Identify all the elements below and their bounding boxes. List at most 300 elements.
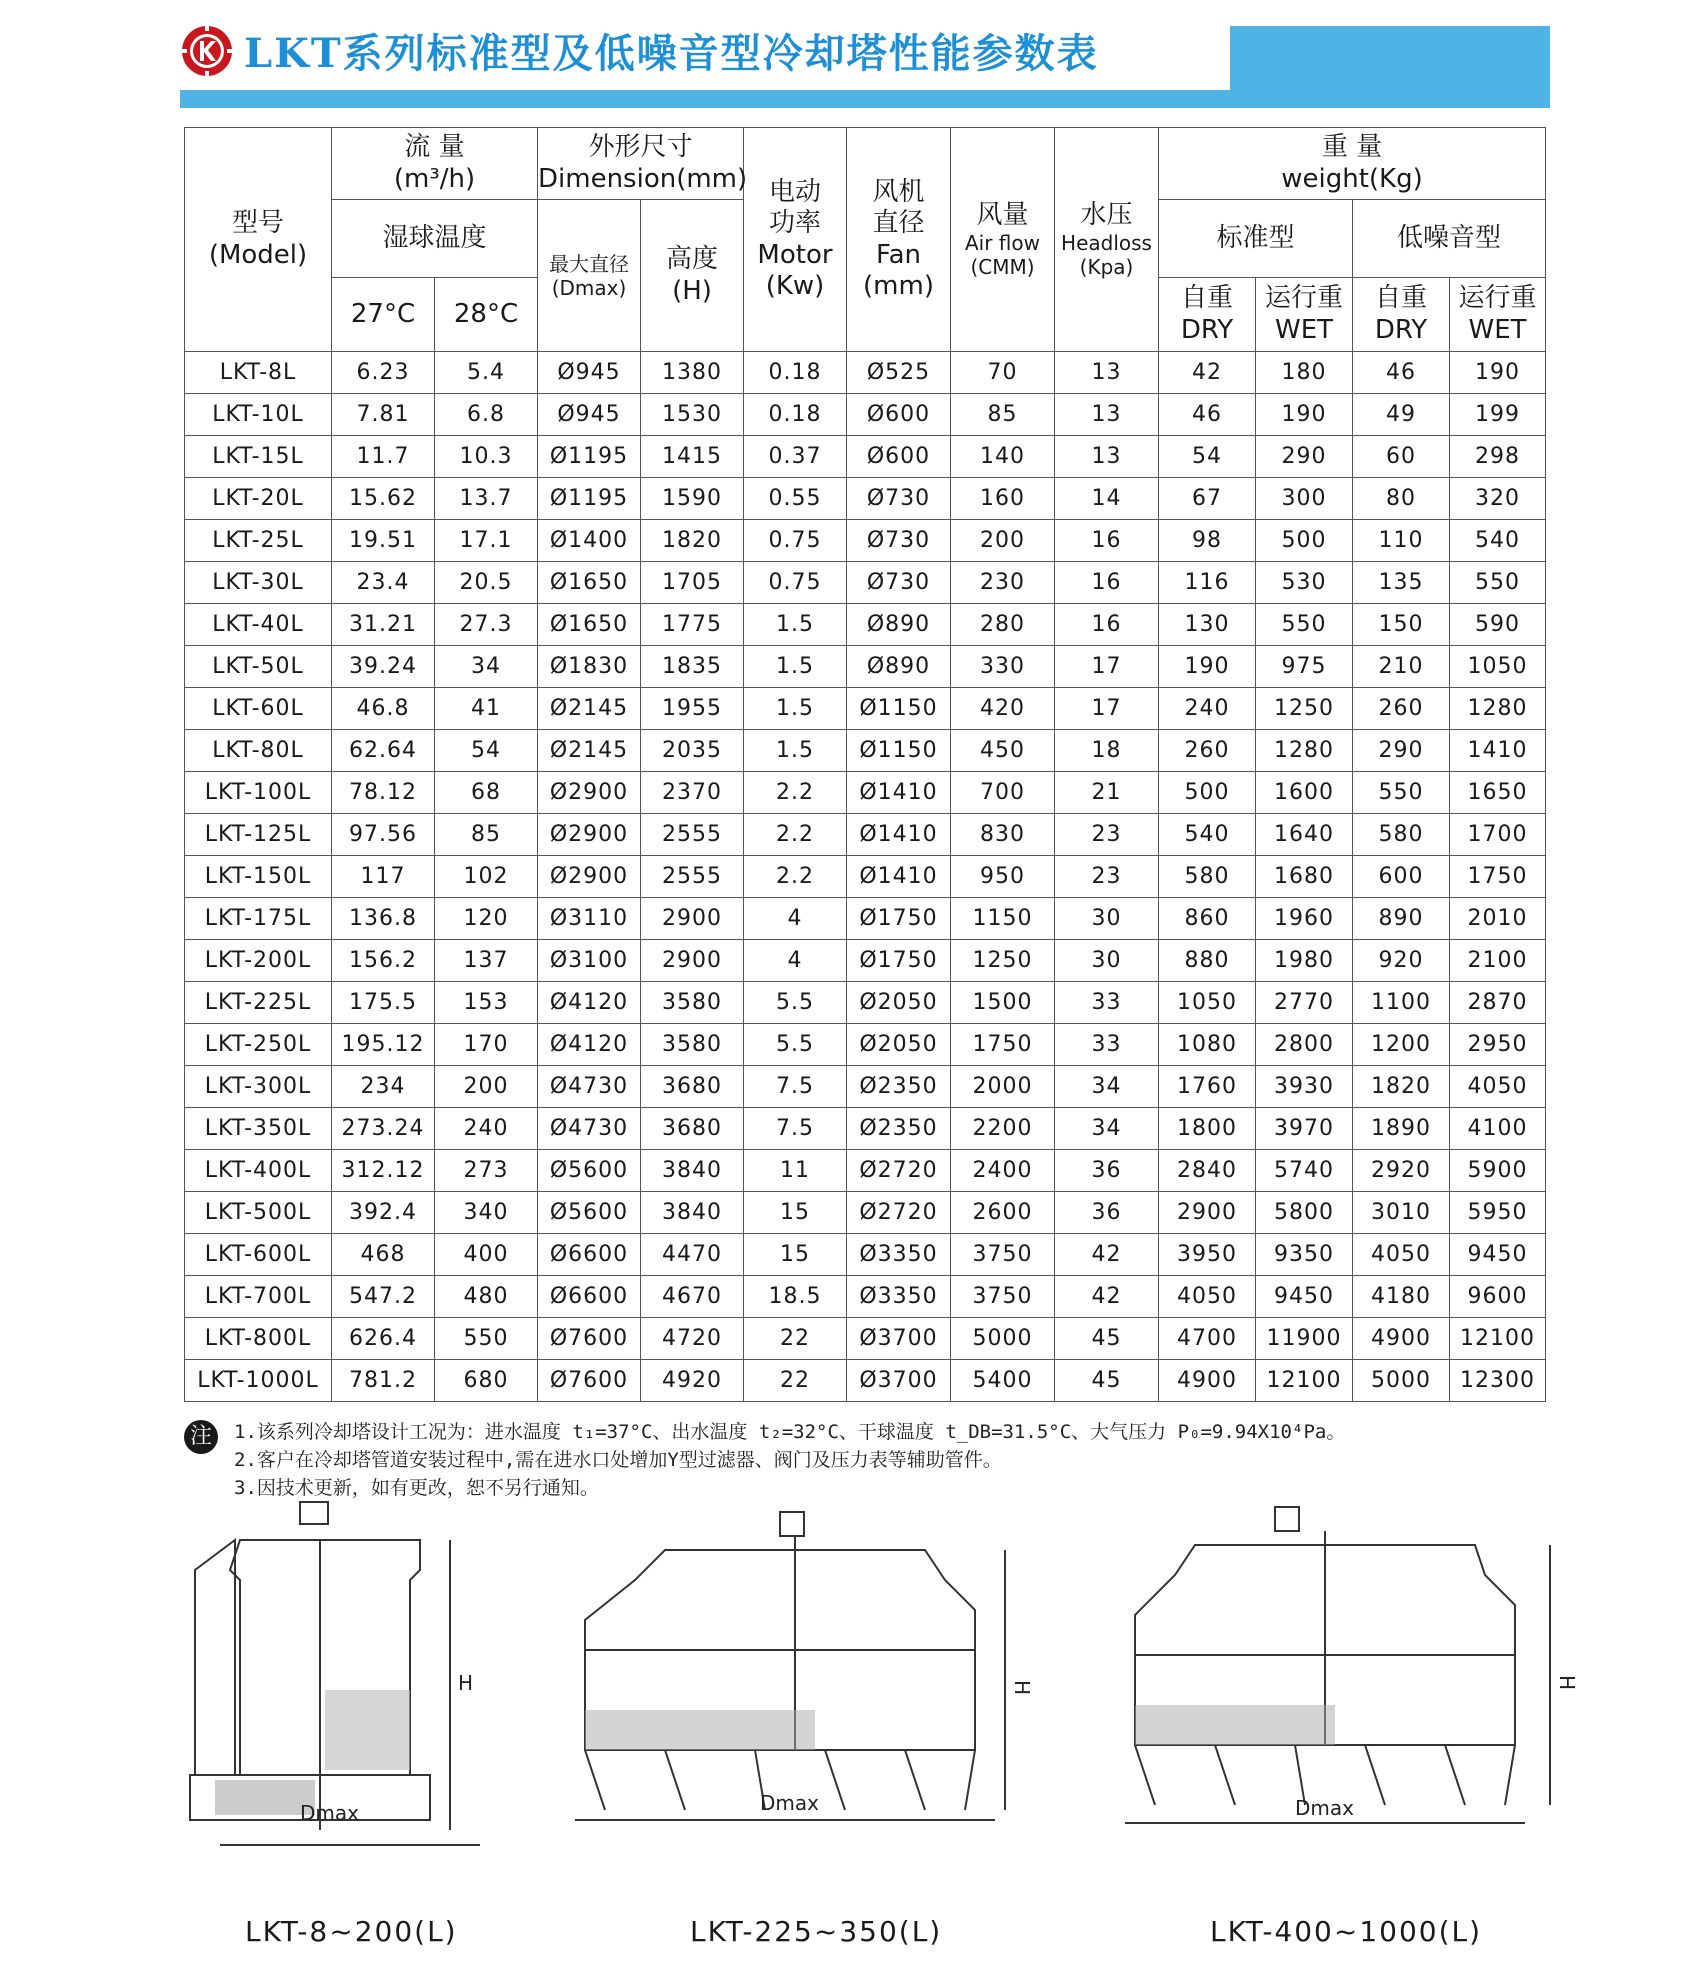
table-cell: 2370 bbox=[641, 772, 744, 814]
table-cell: 34 bbox=[1055, 1108, 1159, 1150]
table-cell: 300 bbox=[1256, 478, 1353, 520]
note-badge: 注 bbox=[184, 1420, 218, 1454]
table-cell: 6.23 bbox=[332, 352, 435, 394]
table-cell: 950 bbox=[951, 856, 1055, 898]
table-cell: 17.1 bbox=[435, 520, 538, 562]
gear-k-logo-icon bbox=[180, 24, 234, 78]
table-cell: 540 bbox=[1159, 814, 1256, 856]
table-cell: 33 bbox=[1055, 982, 1159, 1024]
table-cell: 60 bbox=[1353, 436, 1450, 478]
table-cell: 2200 bbox=[951, 1108, 1055, 1150]
table-cell: 2950 bbox=[1450, 1024, 1546, 1066]
table-cell: 34 bbox=[1055, 1066, 1159, 1108]
table-cell: Ø3110 bbox=[538, 898, 641, 940]
table-cell: 13.7 bbox=[435, 478, 538, 520]
table-cell: 120 bbox=[435, 898, 538, 940]
table-cell: 240 bbox=[1159, 688, 1256, 730]
table-cell: 975 bbox=[1256, 646, 1353, 688]
table-cell: 4 bbox=[744, 940, 847, 982]
table-cell: 22 bbox=[744, 1318, 847, 1360]
table-cell: 45 bbox=[1055, 1318, 1159, 1360]
header-standard: 标准型 bbox=[1159, 200, 1353, 278]
table-cell: 42 bbox=[1159, 352, 1256, 394]
table-cell: 33 bbox=[1055, 1024, 1159, 1066]
model-cell: LKT-125L bbox=[185, 814, 332, 856]
h-label: H bbox=[458, 1671, 474, 1695]
table-cell: 4050 bbox=[1353, 1234, 1450, 1276]
table-cell: Ø3350 bbox=[847, 1276, 951, 1318]
table-cell: Ø1150 bbox=[847, 730, 951, 772]
model-cell: LKT-8L bbox=[185, 352, 332, 394]
table-row bbox=[185, 1024, 1546, 1066]
table-cell: 190 bbox=[1256, 394, 1353, 436]
model-cell: LKT-40L bbox=[185, 604, 332, 646]
table-cell: 2555 bbox=[641, 856, 744, 898]
table-cell: Ø7600 bbox=[538, 1318, 641, 1360]
table-cell: 400 bbox=[435, 1234, 538, 1276]
table-cell: 468 bbox=[332, 1234, 435, 1276]
table-cell: Ø5600 bbox=[538, 1192, 641, 1234]
table-cell: 136.8 bbox=[332, 898, 435, 940]
table-row bbox=[185, 772, 1546, 814]
table-cell: 1080 bbox=[1159, 1024, 1256, 1066]
table-cell: 1415 bbox=[641, 436, 744, 478]
table-cell: 230 bbox=[951, 562, 1055, 604]
table-cell: 5800 bbox=[1256, 1192, 1353, 1234]
table-row bbox=[185, 814, 1546, 856]
table-cell: 49 bbox=[1353, 394, 1450, 436]
table-cell: 85 bbox=[435, 814, 538, 856]
model-cell: LKT-500L bbox=[185, 1192, 332, 1234]
table-cell: 3750 bbox=[951, 1276, 1055, 1318]
note-item: 2.客户在冷却塔管道安装过程中,需在进水口处增加Y型过滤器、阀门及压力表等辅助管件。 bbox=[234, 1449, 1002, 1471]
table-cell: Ø4120 bbox=[538, 982, 641, 1024]
table-cell: 1380 bbox=[641, 352, 744, 394]
table-cell: 1650 bbox=[1450, 772, 1546, 814]
table-cell: 5740 bbox=[1256, 1150, 1353, 1192]
table-cell: 1640 bbox=[1256, 814, 1353, 856]
table-cell: 5.4 bbox=[435, 352, 538, 394]
table-cell: 4050 bbox=[1159, 1276, 1256, 1318]
table-cell: 540 bbox=[1450, 520, 1546, 562]
table-cell: 22 bbox=[744, 1360, 847, 1402]
table-cell: 16 bbox=[1055, 604, 1159, 646]
header-dmax: 最大直径 (Dmax) bbox=[538, 200, 641, 352]
model-cell: LKT-25L bbox=[185, 520, 332, 562]
table-cell: 0.37 bbox=[744, 436, 847, 478]
table-cell: 700 bbox=[951, 772, 1055, 814]
drawing-caption: LKT-400~1000(L) bbox=[1210, 1915, 1483, 1948]
table-cell: 39.24 bbox=[332, 646, 435, 688]
table-cell: 2.2 bbox=[744, 772, 847, 814]
table-cell: 4720 bbox=[641, 1318, 744, 1360]
table-cell: 1500 bbox=[951, 982, 1055, 1024]
table-cell: 3680 bbox=[641, 1108, 744, 1150]
table-cell: Ø600 bbox=[847, 394, 951, 436]
drawing-medium-tower bbox=[565, 1510, 1034, 1840]
table-cell: Ø5600 bbox=[538, 1150, 641, 1192]
table-cell: 680 bbox=[435, 1360, 538, 1402]
model-cell: LKT-10L bbox=[185, 394, 332, 436]
h-label: H bbox=[1555, 1675, 1579, 1691]
table-cell: 180 bbox=[1256, 352, 1353, 394]
table-cell: 17 bbox=[1055, 646, 1159, 688]
table-cell: 1.5 bbox=[744, 646, 847, 688]
table-cell: Ø4730 bbox=[538, 1108, 641, 1150]
drawing-small-tower bbox=[180, 1500, 520, 1840]
h-label: H bbox=[1010, 1680, 1034, 1696]
header-motor: 电动 功率 Motor (Kw) bbox=[744, 128, 847, 352]
table-row bbox=[185, 1276, 1546, 1318]
header-headloss: 水压 Headloss (Kpa) bbox=[1055, 128, 1159, 352]
header-t28: 28°C bbox=[435, 278, 538, 352]
table-cell: 0.18 bbox=[744, 394, 847, 436]
table-cell: 590 bbox=[1450, 604, 1546, 646]
table-cell: 1705 bbox=[641, 562, 744, 604]
table-cell: Ø1410 bbox=[847, 814, 951, 856]
table-cell: Ø730 bbox=[847, 478, 951, 520]
table-cell: Ø2050 bbox=[847, 1024, 951, 1066]
table-cell: 195.12 bbox=[332, 1024, 435, 1066]
header-weight: 重 量 weight(Kg) bbox=[1159, 128, 1546, 200]
table-cell: 5.5 bbox=[744, 982, 847, 1024]
table-cell: 45 bbox=[1055, 1360, 1159, 1402]
table-cell: 290 bbox=[1353, 730, 1450, 772]
table-row bbox=[185, 394, 1546, 436]
table-cell: 550 bbox=[1256, 604, 1353, 646]
table-cell: Ø2350 bbox=[847, 1108, 951, 1150]
table-cell: 830 bbox=[951, 814, 1055, 856]
header-ln-wet: 运行重 WET bbox=[1450, 278, 1546, 352]
table-cell: Ø1150 bbox=[847, 688, 951, 730]
dmax-label: Dmax bbox=[1295, 1796, 1354, 1820]
table-cell: 117 bbox=[332, 856, 435, 898]
table-cell: Ø2720 bbox=[847, 1150, 951, 1192]
header-model: 型号 (Model) bbox=[185, 128, 332, 352]
table-cell: 10.3 bbox=[435, 436, 538, 478]
header-ln-dry: 自重 DRY bbox=[1353, 278, 1450, 352]
table-row bbox=[185, 898, 1546, 940]
header-flow: 流 量 (m³/h) bbox=[332, 128, 538, 200]
table-cell: 15.62 bbox=[332, 478, 435, 520]
table-cell: 500 bbox=[1159, 772, 1256, 814]
table-cell: 1250 bbox=[951, 940, 1055, 982]
table-cell: 137 bbox=[435, 940, 538, 982]
table-cell: 102 bbox=[435, 856, 538, 898]
table-cell: 450 bbox=[951, 730, 1055, 772]
table-cell: Ø600 bbox=[847, 436, 951, 478]
table-cell: 62.64 bbox=[332, 730, 435, 772]
table-cell: 140 bbox=[951, 436, 1055, 478]
table-cell: Ø730 bbox=[847, 520, 951, 562]
table-cell: Ø1195 bbox=[538, 436, 641, 478]
table-cell: 1250 bbox=[1256, 688, 1353, 730]
header-airflow: 风量 Air flow (CMM) bbox=[951, 128, 1055, 352]
table-cell: 21 bbox=[1055, 772, 1159, 814]
table-cell: 2010 bbox=[1450, 898, 1546, 940]
table-cell: 1750 bbox=[951, 1024, 1055, 1066]
table-cell: 312.12 bbox=[332, 1150, 435, 1192]
model-cell: LKT-175L bbox=[185, 898, 332, 940]
table-cell: 3930 bbox=[1256, 1066, 1353, 1108]
table-cell: 4100 bbox=[1450, 1108, 1546, 1150]
dmax-label: Dmax bbox=[300, 1801, 359, 1825]
table-cell: 150 bbox=[1353, 604, 1450, 646]
model-cell: LKT-1000L bbox=[185, 1360, 332, 1402]
table-cell: 1410 bbox=[1450, 730, 1546, 772]
table-cell: 1200 bbox=[1353, 1024, 1450, 1066]
table-cell: 2900 bbox=[641, 940, 744, 982]
table-cell: 280 bbox=[951, 604, 1055, 646]
table-cell: 7.5 bbox=[744, 1066, 847, 1108]
table-cell: 550 bbox=[435, 1318, 538, 1360]
table-cell: 16 bbox=[1055, 520, 1159, 562]
table-row bbox=[185, 604, 1546, 646]
table-cell: 600 bbox=[1353, 856, 1450, 898]
table-cell: 12100 bbox=[1450, 1318, 1546, 1360]
model-cell: LKT-20L bbox=[185, 478, 332, 520]
page-title: LKT系列标准型及低噪音型冷却塔性能参数表 bbox=[244, 30, 1099, 77]
table-cell: 2000 bbox=[951, 1066, 1055, 1108]
drawing-caption: LKT-8~200(L) bbox=[245, 1915, 458, 1948]
header-fan: 风机 直径 Fan (mm) bbox=[847, 128, 951, 352]
table-cell: Ø2720 bbox=[847, 1192, 951, 1234]
table-cell: Ø2145 bbox=[538, 688, 641, 730]
header-std-dry: 自重 DRY bbox=[1159, 278, 1256, 352]
table-cell: 36 bbox=[1055, 1150, 1159, 1192]
table-cell: 1800 bbox=[1159, 1108, 1256, 1150]
table-cell: Ø1410 bbox=[847, 856, 951, 898]
table-cell: 860 bbox=[1159, 898, 1256, 940]
table-cell: 7.5 bbox=[744, 1108, 847, 1150]
table-cell: 1590 bbox=[641, 478, 744, 520]
table-cell: 2800 bbox=[1256, 1024, 1353, 1066]
table-cell: 290 bbox=[1256, 436, 1353, 478]
table-cell: 550 bbox=[1450, 562, 1546, 604]
model-cell: LKT-15L bbox=[185, 436, 332, 478]
table-cell: 20.5 bbox=[435, 562, 538, 604]
table-row bbox=[185, 982, 1546, 1024]
table-cell: 9350 bbox=[1256, 1234, 1353, 1276]
table-cell: 920 bbox=[1353, 940, 1450, 982]
table-row bbox=[185, 1360, 1546, 1402]
table-cell: 15 bbox=[744, 1192, 847, 1234]
table-cell: Ø945 bbox=[538, 394, 641, 436]
table-cell: 3840 bbox=[641, 1150, 744, 1192]
table-cell: 1.5 bbox=[744, 730, 847, 772]
table-cell: 320 bbox=[1450, 478, 1546, 520]
table-cell: 210 bbox=[1353, 646, 1450, 688]
table-cell: 3010 bbox=[1353, 1192, 1450, 1234]
table-cell: 1955 bbox=[641, 688, 744, 730]
table-cell: 23 bbox=[1055, 856, 1159, 898]
table-cell: 4920 bbox=[641, 1360, 744, 1402]
model-cell: LKT-80L bbox=[185, 730, 332, 772]
table-row bbox=[185, 1318, 1546, 1360]
table-cell: 190 bbox=[1159, 646, 1256, 688]
table-cell: 23.4 bbox=[332, 562, 435, 604]
table-cell: 500 bbox=[1256, 520, 1353, 562]
table-row bbox=[185, 688, 1546, 730]
table-cell: 4180 bbox=[1353, 1276, 1450, 1318]
table-cell: 175.5 bbox=[332, 982, 435, 1024]
table-cell: 9450 bbox=[1256, 1276, 1353, 1318]
table-cell: 2870 bbox=[1450, 982, 1546, 1024]
table-cell: 70 bbox=[951, 352, 1055, 394]
table-cell: 46 bbox=[1353, 352, 1450, 394]
spec-table bbox=[184, 127, 1546, 1402]
model-cell: LKT-50L bbox=[185, 646, 332, 688]
table-row bbox=[185, 856, 1546, 898]
table-cell: 17 bbox=[1055, 688, 1159, 730]
table-cell: 85 bbox=[951, 394, 1055, 436]
table-row bbox=[185, 520, 1546, 562]
table-cell: 1600 bbox=[1256, 772, 1353, 814]
table-cell: 130 bbox=[1159, 604, 1256, 646]
table-cell: 4700 bbox=[1159, 1318, 1256, 1360]
table-cell: 4670 bbox=[641, 1276, 744, 1318]
table-cell: 5400 bbox=[951, 1360, 1055, 1402]
model-cell: LKT-300L bbox=[185, 1066, 332, 1108]
table-cell: 330 bbox=[951, 646, 1055, 688]
table-cell: 110 bbox=[1353, 520, 1450, 562]
model-cell: LKT-400L bbox=[185, 1150, 332, 1192]
table-cell: 5900 bbox=[1450, 1150, 1546, 1192]
table-cell: Ø3100 bbox=[538, 940, 641, 982]
table-cell: 54 bbox=[1159, 436, 1256, 478]
model-cell: LKT-150L bbox=[185, 856, 332, 898]
table-cell: 1.5 bbox=[744, 604, 847, 646]
table-cell: 4050 bbox=[1450, 1066, 1546, 1108]
table-cell: 4 bbox=[744, 898, 847, 940]
table-cell: 1.5 bbox=[744, 688, 847, 730]
table-cell: 2.2 bbox=[744, 814, 847, 856]
header-accent-bar bbox=[180, 90, 1550, 108]
table-cell: Ø7600 bbox=[538, 1360, 641, 1402]
table-cell: 1050 bbox=[1159, 982, 1256, 1024]
table-cell: 11 bbox=[744, 1150, 847, 1192]
table-cell: 34 bbox=[435, 646, 538, 688]
table-cell: 156.2 bbox=[332, 940, 435, 982]
spec-table-body bbox=[185, 352, 1546, 1402]
table-cell: 273 bbox=[435, 1150, 538, 1192]
model-cell: LKT-800L bbox=[185, 1318, 332, 1360]
table-cell: 97.56 bbox=[332, 814, 435, 856]
table-cell: 273.24 bbox=[332, 1108, 435, 1150]
table-cell: Ø2900 bbox=[538, 814, 641, 856]
table-cell: 15 bbox=[744, 1234, 847, 1276]
model-cell: LKT-30L bbox=[185, 562, 332, 604]
table-cell: 36 bbox=[1055, 1192, 1159, 1234]
table-cell: Ø3700 bbox=[847, 1318, 951, 1360]
table-row bbox=[185, 562, 1546, 604]
table-cell: Ø1750 bbox=[847, 898, 951, 940]
table-cell: 1050 bbox=[1450, 646, 1546, 688]
table-cell: 78.12 bbox=[332, 772, 435, 814]
table-cell: 135 bbox=[1353, 562, 1450, 604]
table-cell: 1280 bbox=[1256, 730, 1353, 772]
table-cell: 31.21 bbox=[332, 604, 435, 646]
table-cell: 298 bbox=[1450, 436, 1546, 478]
table-cell: Ø4730 bbox=[538, 1066, 641, 1108]
table-cell: 5.5 bbox=[744, 1024, 847, 1066]
table-cell: 16 bbox=[1055, 562, 1159, 604]
table-cell: 27.3 bbox=[435, 604, 538, 646]
table-cell: Ø2050 bbox=[847, 982, 951, 1024]
table-cell: 4470 bbox=[641, 1234, 744, 1276]
table-cell: 0.18 bbox=[744, 352, 847, 394]
table-cell: 240 bbox=[435, 1108, 538, 1150]
table-cell: 3950 bbox=[1159, 1234, 1256, 1276]
table-cell: 1820 bbox=[1353, 1066, 1450, 1108]
table-cell: Ø3350 bbox=[847, 1234, 951, 1276]
table-cell: 1100 bbox=[1353, 982, 1450, 1024]
model-cell: LKT-600L bbox=[185, 1234, 332, 1276]
table-row bbox=[185, 1066, 1546, 1108]
table-cell: Ø730 bbox=[847, 562, 951, 604]
table-cell: 46 bbox=[1159, 394, 1256, 436]
table-row bbox=[185, 1192, 1546, 1234]
drawing-large-tower bbox=[1095, 1505, 1579, 1840]
table-cell: 2100 bbox=[1450, 940, 1546, 982]
table-cell: Ø1650 bbox=[538, 562, 641, 604]
table-cell: 68 bbox=[435, 772, 538, 814]
table-cell: 116 bbox=[1159, 562, 1256, 604]
table-cell: 200 bbox=[951, 520, 1055, 562]
table-cell: 3680 bbox=[641, 1066, 744, 1108]
table-cell: 9600 bbox=[1450, 1276, 1546, 1318]
table-cell: 14 bbox=[1055, 478, 1159, 520]
table-cell: 2555 bbox=[641, 814, 744, 856]
table-cell: 12100 bbox=[1256, 1360, 1353, 1402]
model-cell: LKT-225L bbox=[185, 982, 332, 1024]
table-cell: 13 bbox=[1055, 436, 1159, 478]
table-cell: 30 bbox=[1055, 940, 1159, 982]
table-cell: 153 bbox=[435, 982, 538, 1024]
table-cell: 12300 bbox=[1450, 1360, 1546, 1402]
table-cell: 80 bbox=[1353, 478, 1450, 520]
table-cell: 1680 bbox=[1256, 856, 1353, 898]
table-row bbox=[185, 478, 1546, 520]
table-cell: 11900 bbox=[1256, 1318, 1353, 1360]
table-cell: 260 bbox=[1159, 730, 1256, 772]
table-cell: 1820 bbox=[641, 520, 744, 562]
model-cell: LKT-100L bbox=[185, 772, 332, 814]
header-t27: 27°C bbox=[332, 278, 435, 352]
table-cell: Ø6600 bbox=[538, 1234, 641, 1276]
table-cell: 200 bbox=[435, 1066, 538, 1108]
table-cell: 30 bbox=[1055, 898, 1159, 940]
table-cell: Ø890 bbox=[847, 646, 951, 688]
table-cell: 170 bbox=[435, 1024, 538, 1066]
model-cell: LKT-250L bbox=[185, 1024, 332, 1066]
table-cell: 3970 bbox=[1256, 1108, 1353, 1150]
table-cell: 530 bbox=[1256, 562, 1353, 604]
header-std-wet: 运行重 WET bbox=[1256, 278, 1353, 352]
notes-list bbox=[234, 1418, 1345, 1502]
table-cell: 98 bbox=[1159, 520, 1256, 562]
model-cell: LKT-60L bbox=[185, 688, 332, 730]
table-cell: 2770 bbox=[1256, 982, 1353, 1024]
table-cell: 890 bbox=[1353, 898, 1450, 940]
table-cell: 2920 bbox=[1353, 1150, 1450, 1192]
table-cell: 2035 bbox=[641, 730, 744, 772]
table-cell: 18.5 bbox=[744, 1276, 847, 1318]
table-cell: 54 bbox=[435, 730, 538, 772]
table-row bbox=[185, 352, 1546, 394]
table-row bbox=[185, 1234, 1546, 1276]
table-cell: 1890 bbox=[1353, 1108, 1450, 1150]
